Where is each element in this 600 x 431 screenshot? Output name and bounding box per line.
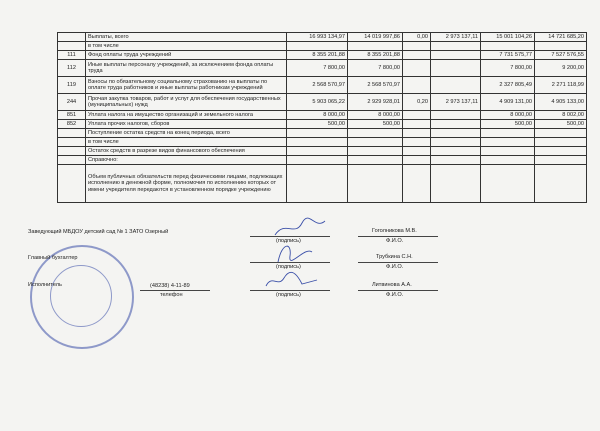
value-cell — [431, 129, 481, 138]
value-cell — [403, 42, 431, 51]
value-cell: 8 002,00 — [535, 111, 587, 120]
executor-phone: (48238) 4-11-89 — [150, 283, 190, 289]
executor-label: Исполнитель — [28, 282, 62, 288]
value-cell: 7 800,00 — [348, 60, 403, 77]
value-cell — [481, 165, 535, 203]
value-cell — [481, 42, 535, 51]
value-cell — [403, 51, 431, 60]
value-cell: 7 731 575,77 — [481, 51, 535, 60]
value-cell: 500,00 — [287, 120, 348, 129]
accountant-label: Главный бухгалтер — [28, 255, 78, 261]
value-cell: 2 327 805,49 — [481, 77, 535, 94]
value-cell — [348, 42, 403, 51]
description-cell: Прочая закупка товаров, работ и услуг для обеспечения государственных (муниципальных) нужд — [86, 94, 287, 111]
code-cell: 111 — [58, 51, 86, 60]
value-cell: 8 000,00 — [348, 111, 403, 120]
table-row — [58, 111, 587, 120]
description-cell: в том числе — [86, 138, 287, 147]
accountant-name-line — [358, 262, 438, 263]
value-cell — [403, 120, 431, 129]
table-row — [58, 42, 587, 51]
value-cell — [403, 165, 431, 203]
executor-phone-caption: телефон — [160, 292, 183, 298]
value-cell: 2 973 137,11 — [431, 33, 481, 42]
description-cell: Справочно: — [86, 156, 287, 165]
executor-caption-sign: (подпись) — [276, 292, 301, 298]
value-cell: 8 355 201,88 — [348, 51, 403, 60]
value-cell — [535, 147, 587, 156]
value-cell — [403, 111, 431, 120]
code-cell: 244 — [58, 94, 86, 111]
code-cell — [58, 129, 86, 138]
table-row — [58, 60, 587, 77]
accountant-signature-icon — [270, 238, 320, 266]
value-cell — [403, 77, 431, 94]
value-cell: 7 800,00 — [481, 60, 535, 77]
code-cell — [58, 138, 86, 147]
value-cell — [287, 138, 348, 147]
value-cell — [535, 129, 587, 138]
code-cell: 119 — [58, 77, 86, 94]
code-cell — [58, 156, 86, 165]
code-cell: 851 — [58, 111, 86, 120]
value-cell — [431, 60, 481, 77]
value-cell: 0,20 — [403, 94, 431, 111]
value-cell: 2 973 137,11 — [431, 94, 481, 111]
value-cell: 4 909 131,00 — [481, 94, 535, 111]
executor-name: Литвинова А.А. — [372, 282, 412, 288]
value-cell — [431, 42, 481, 51]
executor-signature-icon — [262, 268, 322, 292]
description-cell: в том числе — [86, 42, 287, 51]
value-cell — [431, 138, 481, 147]
value-cell: 500,00 — [535, 120, 587, 129]
value-cell — [431, 147, 481, 156]
value-cell: 15 001 104,26 — [481, 33, 535, 42]
value-cell — [481, 156, 535, 165]
value-cell: 5 903 065,22 — [287, 94, 348, 111]
value-cell: 2 568 570,97 — [348, 77, 403, 94]
value-cell — [403, 129, 431, 138]
description-cell: Фонд оплаты труда учреждений — [86, 51, 287, 60]
accountant-name: Трубкина С.Н. — [376, 254, 413, 260]
value-cell — [403, 60, 431, 77]
description-cell: Выплаты, всего — [86, 33, 287, 42]
value-cell — [535, 156, 587, 165]
head-label: Заведующий МБДОУ детский сад № 1 ЗАТО Озерный — [28, 229, 169, 235]
head-caption-name: Ф.И.О. — [386, 238, 404, 244]
value-cell: 9 200,00 — [535, 60, 587, 77]
executor-phone-line — [140, 290, 210, 291]
table-row — [58, 138, 587, 147]
value-cell — [535, 165, 587, 203]
table-row — [58, 147, 587, 156]
stamp-inner-ring — [50, 265, 112, 327]
value-cell — [431, 77, 481, 94]
description-cell: Поступление остатка средств на конец периода, всего — [86, 129, 287, 138]
value-cell: 14 721 685,20 — [535, 33, 587, 42]
description-cell: Взносы по обязательному социальному страхованию на выплаты по оплате труда работников и иные выплаты работникам учреждений — [86, 77, 287, 94]
table-row — [58, 51, 587, 60]
value-cell — [431, 51, 481, 60]
value-cell — [481, 138, 535, 147]
value-cell — [348, 138, 403, 147]
value-cell: 500,00 — [348, 120, 403, 129]
accountant-caption-sign: (подпись) — [276, 264, 301, 270]
value-cell: 14 019 997,86 — [348, 33, 403, 42]
value-cell: 16 993 134,97 — [287, 33, 348, 42]
value-cell: 0,00 — [403, 33, 431, 42]
value-cell — [481, 129, 535, 138]
head-signature-icon — [270, 215, 330, 240]
table-row — [58, 33, 587, 42]
value-cell: 7 527 576,55 — [535, 51, 587, 60]
value-cell — [348, 156, 403, 165]
code-cell: 852 — [58, 120, 86, 129]
value-cell — [403, 138, 431, 147]
value-cell — [431, 156, 481, 165]
code-cell — [58, 165, 86, 203]
value-cell — [403, 156, 431, 165]
description-cell: Объем публичных обязательств перед физическими лицами, подлежащих исполнению в денежной форме, полномочия по исполнению которых от имени учредителя передаются в установленном порядке учреждению — [86, 165, 287, 203]
table-row — [58, 165, 587, 203]
value-cell: 8 355 201,88 — [287, 51, 348, 60]
value-cell: 7 800,00 — [287, 60, 348, 77]
table-row — [58, 120, 587, 129]
table-row — [58, 94, 587, 111]
code-cell: 112 — [58, 60, 86, 77]
accountant-caption-name: Ф.И.О. — [386, 264, 404, 270]
description-cell: Иные выплаты персоналу учреждений, за исключением фонда оплаты труда — [86, 60, 287, 77]
head-name-line — [358, 236, 438, 237]
value-cell — [431, 120, 481, 129]
code-cell — [58, 147, 86, 156]
description-cell: Уплата налога на имущество организаций и земельного налога — [86, 111, 287, 120]
value-cell: 2 568 570,97 — [287, 77, 348, 94]
value-cell: 8 000,00 — [481, 111, 535, 120]
value-cell — [535, 138, 587, 147]
description-cell: Остаток средств в разрезе видов финансового обеспечения — [86, 147, 287, 156]
table-row — [58, 156, 587, 165]
value-cell — [348, 165, 403, 203]
value-cell — [431, 165, 481, 203]
head-caption-sign: (подпись) — [276, 238, 301, 244]
value-cell — [348, 147, 403, 156]
table-row — [58, 77, 587, 94]
value-cell: 500,00 — [481, 120, 535, 129]
executor-caption-name: Ф.И.О. — [386, 292, 404, 298]
value-cell — [287, 156, 348, 165]
value-cell: 8 000,00 — [287, 111, 348, 120]
code-cell — [58, 33, 86, 42]
value-cell — [287, 42, 348, 51]
financial-table — [57, 32, 587, 203]
value-cell — [287, 147, 348, 156]
value-cell — [535, 42, 587, 51]
value-cell — [481, 147, 535, 156]
table-row — [58, 129, 587, 138]
value-cell: 2 271 118,99 — [535, 77, 587, 94]
value-cell: 2 929 928,01 — [348, 94, 403, 111]
executor-name-line — [358, 290, 438, 291]
code-cell — [58, 42, 86, 51]
value-cell — [287, 165, 348, 203]
value-cell — [403, 147, 431, 156]
head-name: Гоголникова М.В. — [372, 228, 417, 234]
value-cell — [287, 129, 348, 138]
value-cell — [431, 111, 481, 120]
description-cell: Уплата прочих налогов, сборов — [86, 120, 287, 129]
value-cell — [348, 129, 403, 138]
value-cell: 4 905 133,00 — [535, 94, 587, 111]
